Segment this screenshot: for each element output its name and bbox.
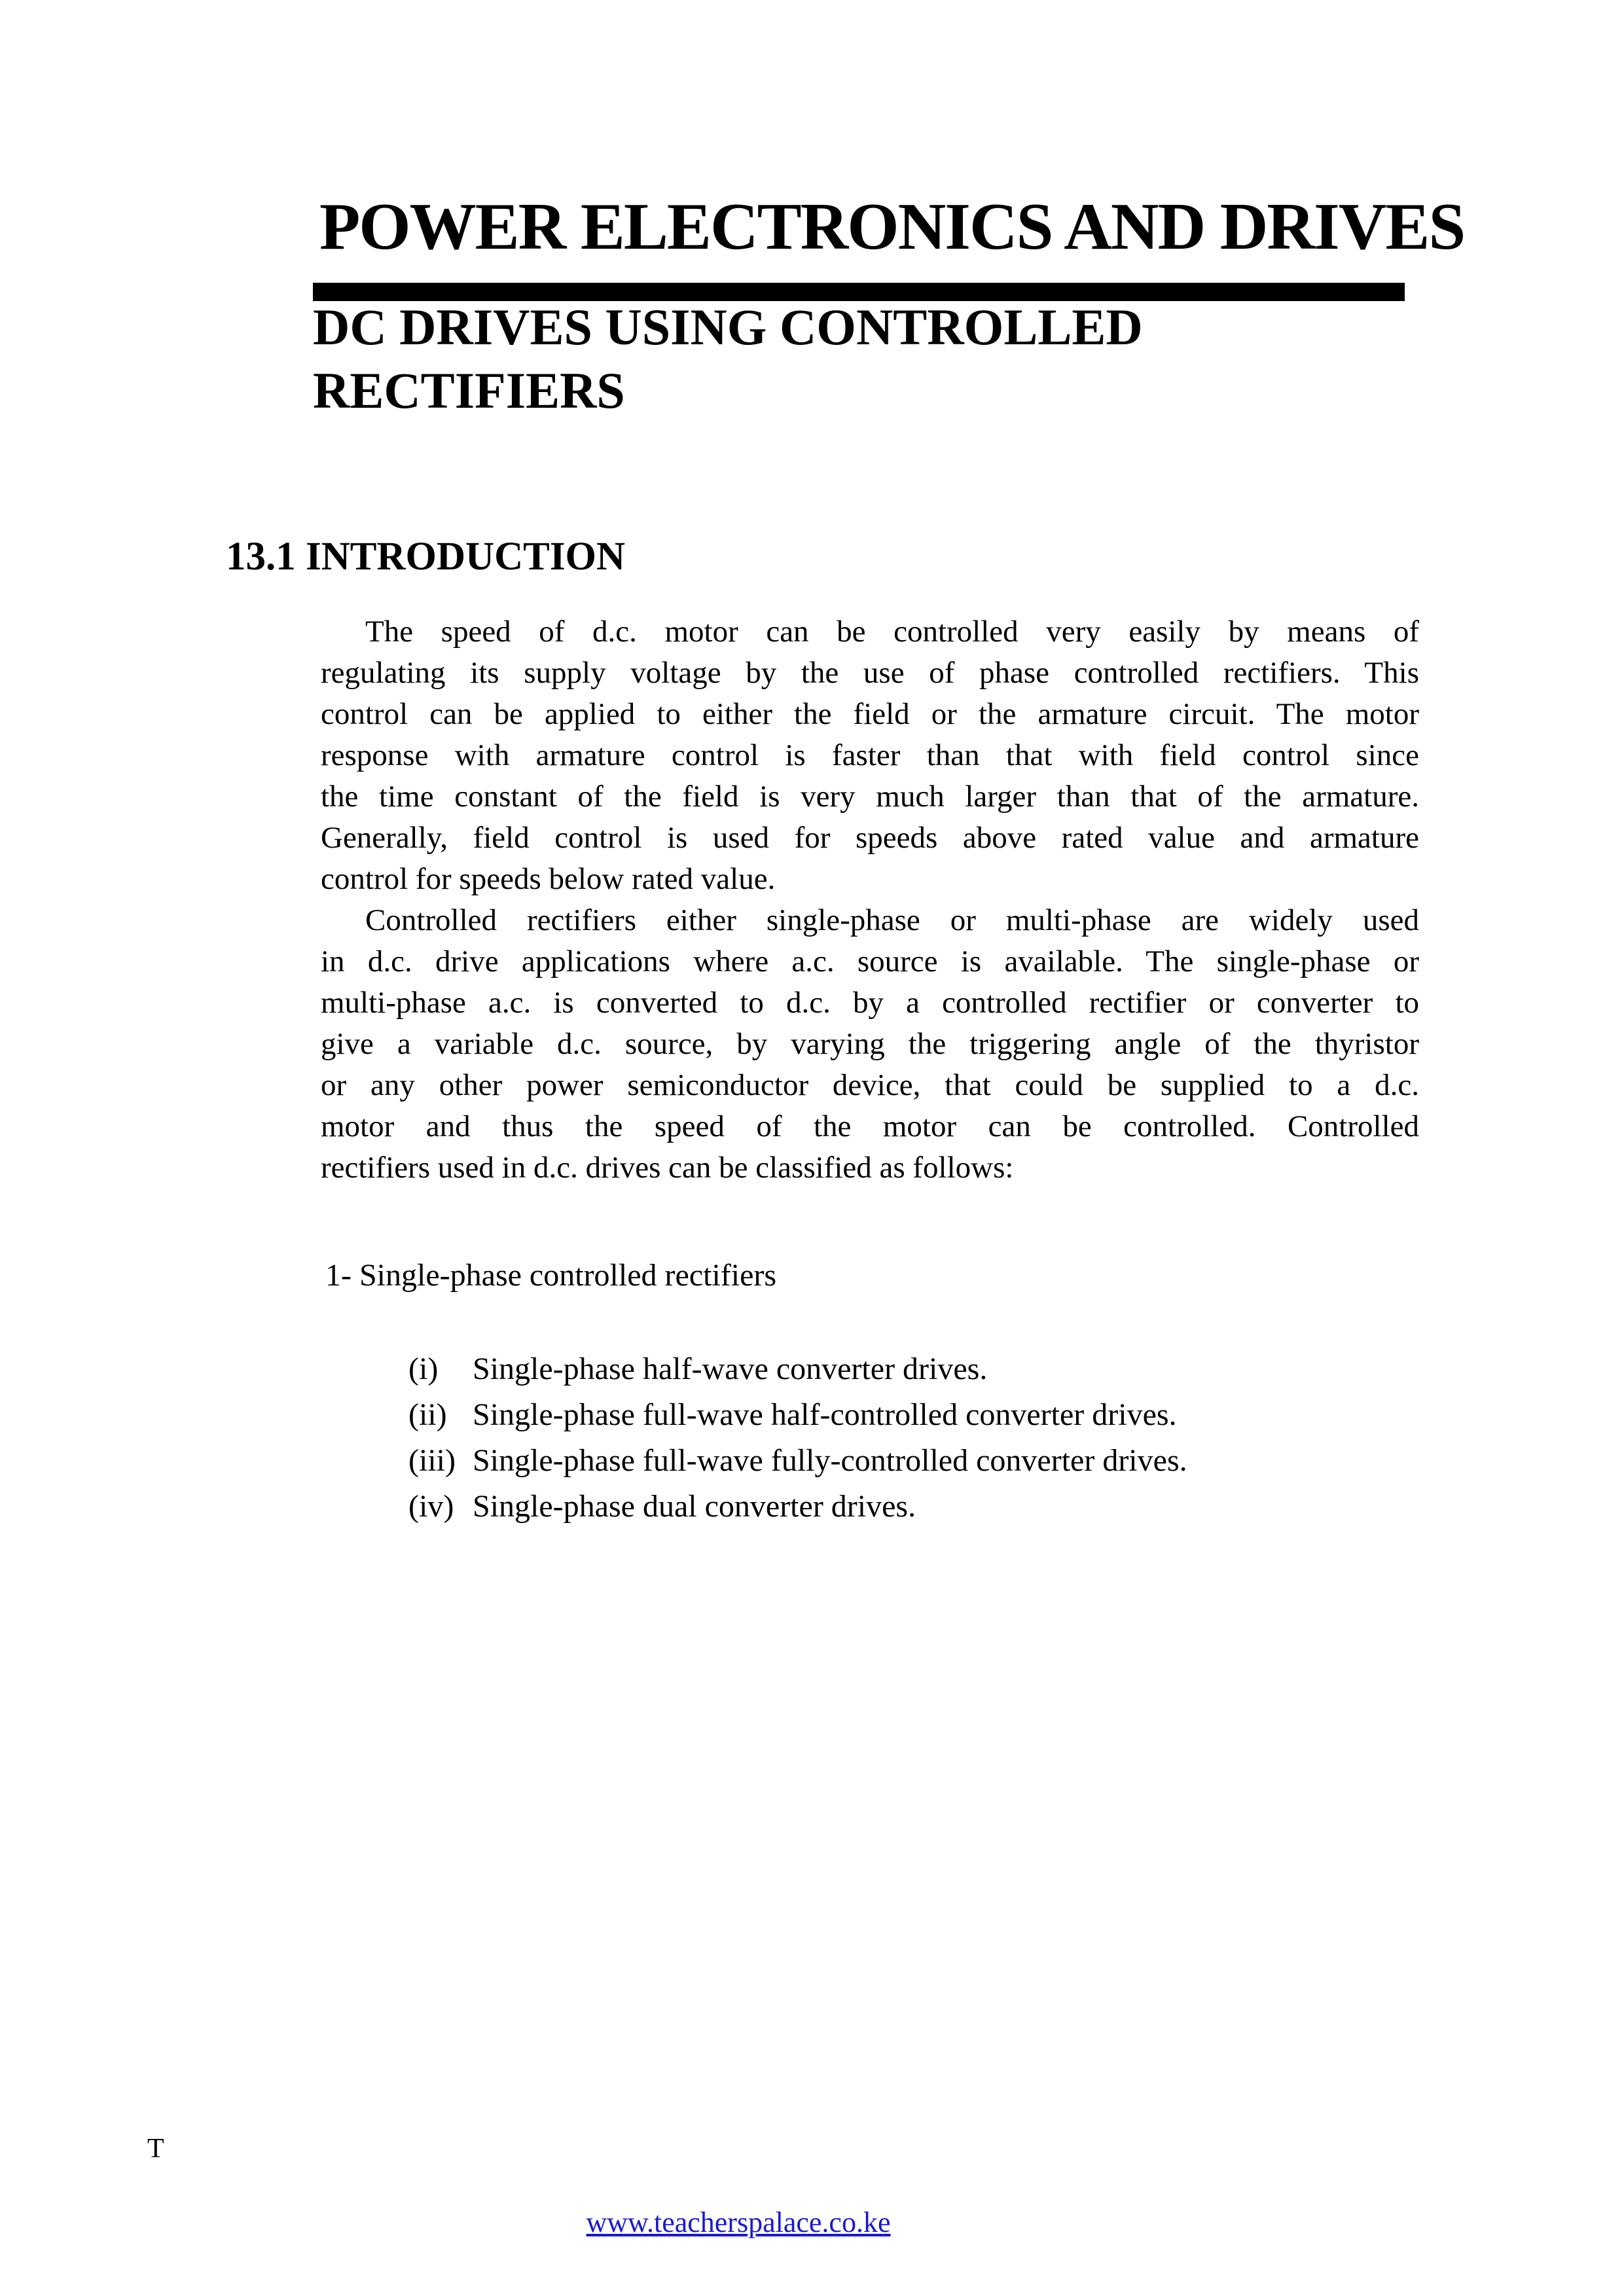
list-item-text: Single-phase full-wave half-controlled converter drives. [473,1397,1177,1432]
text-line: response with armature control is faster than that with field control since [321,738,1419,772]
list-item-text: Single-phase full-wave fully-controlled converter drives. [473,1443,1187,1478]
list-item [408,1438,1187,1484]
list-item [408,1484,1187,1530]
text-line: motor and thus the speed of the motor can be controlled. Controlled [321,1109,1419,1143]
text-line: regulating its supply voltage by the use of phase controlled rectifiers. This [321,656,1419,690]
section-heading: 13.1 INTRODUCTION [226,535,626,579]
text-line: or any other power semiconductor device, that could be supplied to a d.c. [321,1068,1419,1102]
text-line: Generally, field control is used for speeds above rated value and armature [321,821,1419,855]
subtitle-line-2: RECTIFIERS [313,362,625,419]
footer [0,2207,1477,2238]
text-line: rectifiers used in d.c. drives can be classified as follows: [321,1151,1014,1185]
classification-intro-line: 1- Single-phase controlled rectifiers [325,1258,777,1293]
text-line: Controlled rectifiers either single-phase or multi-phase are widely used [365,903,1419,937]
paragraph-introduction-1 [321,611,1419,900]
text-line: The speed of d.c. motor can be controlled very easily by means of [365,615,1419,649]
footer-website-link[interactable]: www.teacherspalace.co.ke [586,2206,891,2238]
text-line: give a variable d.c. source, by varying the triggering angle of the thyristor [321,1027,1419,1061]
text-line: in d.c. drive applications where a.c. source is available. The single-phase or [321,944,1419,978]
page-title: POWER ELECTRONICS AND DRIVES [319,190,1465,264]
subtitle-line-1: DC DRIVES USING CONTROLLED [313,298,1143,355]
list-item [408,1392,1187,1438]
footer-initial-letter: T [147,2134,164,2164]
list-item-marker: (i) [408,1352,439,1386]
paragraph-introduction-2 [321,900,1419,1189]
text-line: control can be applied to either the field or the armature circuit. The motor [321,697,1419,731]
text-line: the time constant of the field is very much larger than that of the armature. [321,780,1419,814]
list-item-text: Single-phase half-wave converter drives. [473,1352,988,1386]
page-subtitle [313,295,1143,422]
list-item-marker: (iii) [408,1443,456,1478]
list-item-marker: (iv) [408,1489,454,1524]
list-item [408,1346,1187,1392]
text-line: control for speeds below rated value. [321,862,776,896]
text-line: multi-phase a.c. is converted to d.c. by a controlled rectifier or converter to [321,986,1419,1020]
list-item-text: Single-phase dual converter drives. [473,1489,916,1524]
list-item-marker: (ii) [408,1397,447,1432]
converter-drives-list [408,1346,1187,1530]
